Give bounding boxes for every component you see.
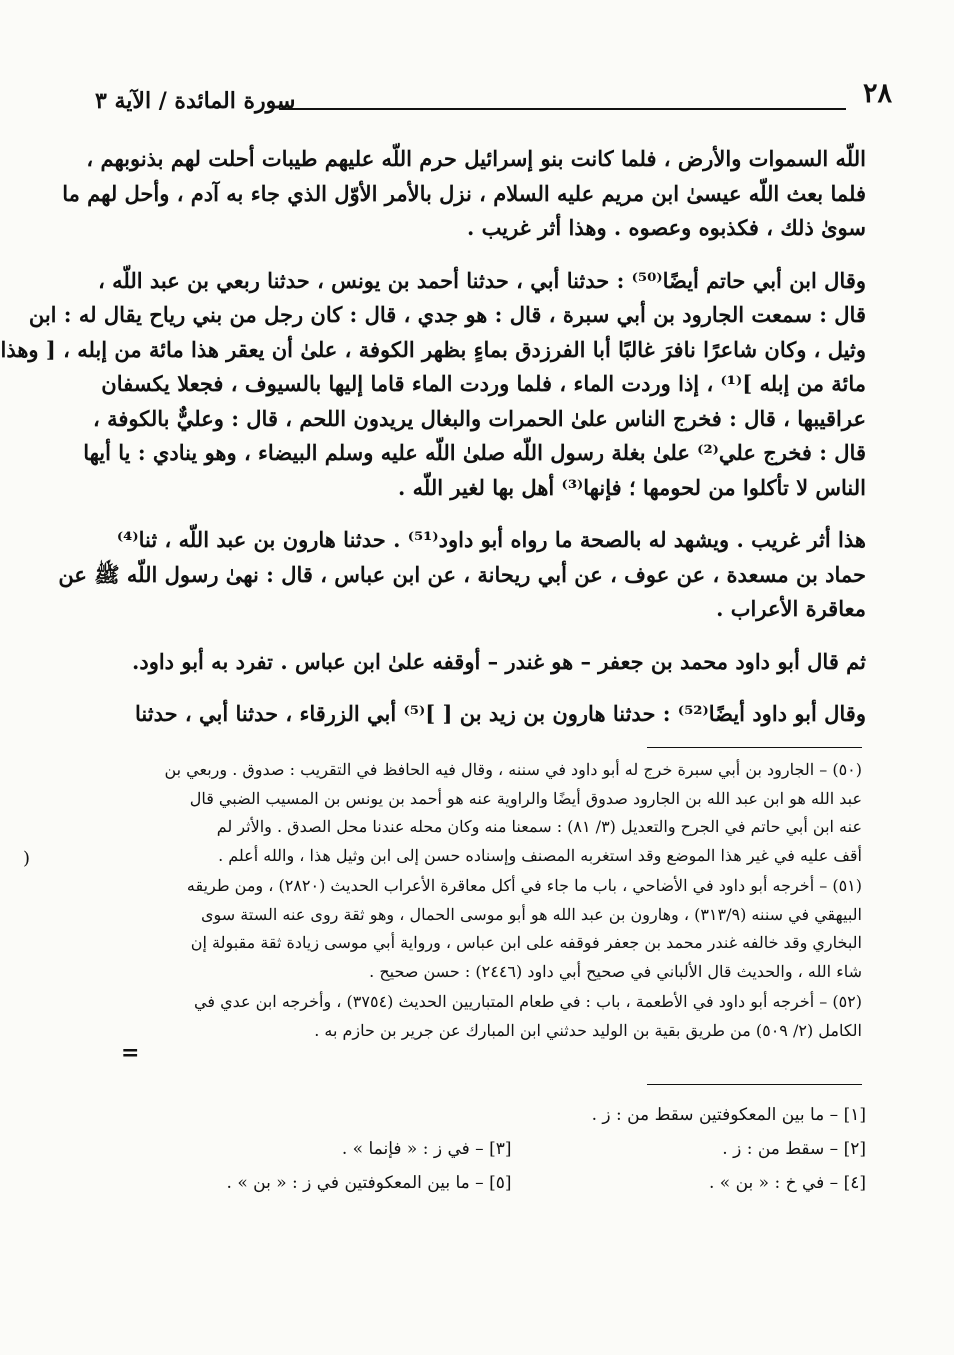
text-line: حماد بن مسعدة ، عن عوف ، عن أبي ريحانة ، عن ابن عباس ، قال : نهىٰ رسول اللّه ﷺ عن	[58, 561, 866, 587]
text-line: عراقيبها ، قال : فخرج الناس علىٰ الحمرات والبغال يريدون اللحم ، قال : وعليٌّ بالكوفة ،	[93, 405, 866, 431]
footnote-line: (٥١) – أخرجه أبو داود في الأضاحي ، باب ما جاء في أكل معاقرة الأعراب الحديث (٢٨٢٠) ، ومن طريقه	[186, 876, 862, 895]
paragraph-3	[58, 523, 866, 627]
variant-note-4: [٤] – في خ : « بن » .	[708, 1173, 866, 1193]
variant-row	[157, 1166, 866, 1200]
footnote-line: البيهقي في سننه (٣١٣/٩) ، وهارون بن عبد الله هو أبو موسى الحمال ، وهو ثقة روى عنه الستة سوى	[201, 904, 862, 924]
variant-note-3: [٣] – في ز : « فإنما » .	[341, 1139, 512, 1159]
footnote-50	[113, 756, 862, 870]
text-line: مائة من إبله ]⁽¹⁾ ، إذا وردت الماء ، فلما وردت الماء قاما إليها بالسيوف ، فجعلا يكسفان	[101, 371, 866, 396]
footnote-line: عنه ابن أبي حاتم في الجرح والتعديل (٣/ ٨١) : سمعنا منه وكان محله عندنا محل الصدق . والأثر لم	[216, 817, 862, 836]
header-rule	[279, 108, 846, 110]
text-line: وثيل ، وكان شاعرًا نافرَ غالبًا أبا الفرزدق بماءٍ بظهر الكوفة ، علىٰ أن يعقر هذا مائة من إبله ، [ وهذا	[0, 336, 866, 362]
text-line: سوىٰ ذلك ، فكذبوه وعصوه . وهذا أثر غريب .	[467, 215, 866, 240]
footnote-line: شاء الله ، والحديث قال الألباني في صحيح أبي داود (٢٤٤٦) : حسن صحيح .	[369, 961, 862, 981]
paragraph-5	[91, 697, 866, 732]
text-line: هذا أثر غريب . ويشهد له بالصحة ما رواه أبو داود⁽⁵¹⁾ . حدثنا هارون بن عبد اللّه ، ثنا⁽⁴⁾	[116, 527, 866, 552]
paragraph-4	[91, 645, 866, 680]
variant-notes	[157, 1098, 866, 1200]
text-line: وقال ابن أبي حاتم أيضًا⁽⁵⁰⁾ : حدثنا أبي ، حدثنا أحمد بن يونس ، حدثنا ربعي بن عبد اللّه ،	[98, 267, 866, 293]
footnote-line: عبد الله هو ابن عبد الله بن الجارود صدوق أيضًا والراوية عنه هو أحمد بن يونس بن المسيب الضبي قال	[189, 788, 862, 808]
variants-divider	[647, 1084, 862, 1085]
text-line: وقال أبو داود أيضًا⁽⁵²⁾ : حدثنا هارون بن زيد بن [ ]⁽⁵⁾ أبي الزرقاء ، حدثنا أبي ، حدثنا	[135, 701, 866, 726]
variant-note-5: [٥] – ما بين المعكوفتين في ز : « بن » .	[226, 1173, 512, 1193]
text-line: الناس لا تأكلوا من لحومها ؛ فإنها⁽³⁾ أهل بها لغير اللّه .	[398, 474, 866, 500]
footnote-line: البخاري وقد خالفه غندر محمد بن جعفر فوقفه على ابن عباس ، ورواية أبي موسى زيادة ثقة مقبولة إن	[190, 933, 862, 952]
variant-row	[157, 1098, 866, 1132]
running-head: سورة المائدة / الآية ٣	[95, 88, 296, 114]
text-line: فلما بعث اللّه عيسىٰ ابن مريم عليه السلام ، نزل بالأمر الأوّل الذي جاء به آدم ، وأحل لهم ما	[62, 180, 866, 206]
text-line: معاقرة الأعراب .	[716, 596, 866, 621]
text-line: قال : سمعت الجارود بن أبي سبرة ، قال : هو جدي ، قال : كان رجل من بني رياح يقال له : ابن	[28, 302, 866, 327]
paragraph-1	[62, 142, 866, 246]
footnote-line: الكامل (٢/ ٥٠٩) من طريق بقية بن الوليد حدثني ابن المبارك عن جرير بن حازم به .	[314, 1020, 862, 1040]
text-line: ثم قال أبو داود محمد بن جعفر – هو غندر – أوقفه علىٰ ابن عباس . تفرد به أبو داود.	[132, 648, 866, 674]
text-line: قال : فخرج علي⁽²⁾ علىٰ بغلة رسول اللّه صلىٰ اللّه عليه وسلم البيضاء ، وهو ينادي : يا أيها	[83, 440, 866, 465]
footnotes	[113, 756, 862, 1047]
main-text	[0, 142, 866, 750]
footnote-51	[113, 872, 862, 986]
continuation-mark: =	[121, 1040, 140, 1066]
variant-row	[157, 1132, 866, 1166]
footnote-52	[113, 988, 862, 1045]
footnote-line: (٥٢) – أخرجه أبو داود في الأطعمة ، باب : في طعام المتباريين الحديث (٣٧٥٤) ، وأخرجه ابن عدي في	[194, 992, 862, 1011]
variant-note-1: [١] – ما بين المعكوفتين سقط من : ز .	[591, 1105, 866, 1125]
footnote-line: (٥٠) – الجارود بن أبي سبرة خرج له أبو داود في سننه ، وقال فيه الحافظ في التقريب : صدوق . وربعي بن	[164, 760, 862, 779]
page-number: ٢٨	[862, 78, 892, 109]
paragraph-2	[0, 264, 866, 506]
margin-mark: (	[23, 848, 31, 869]
footnote-line: أقف عليه في غير هذا الموضع وقد استغربه المصنف وإسناده حسن إلى ابن وثيل هذا ، والله أعلم .	[218, 845, 862, 865]
variant-note-2: [٢] – سقط من : ز .	[722, 1139, 866, 1159]
footnote-divider	[647, 747, 862, 748]
text-line: اللّه السموات والأرض ، فلما كانت بنو إسرائيل حرم اللّه عليهم طيبات أحلت لهم بذنوبهم ،	[86, 146, 866, 171]
